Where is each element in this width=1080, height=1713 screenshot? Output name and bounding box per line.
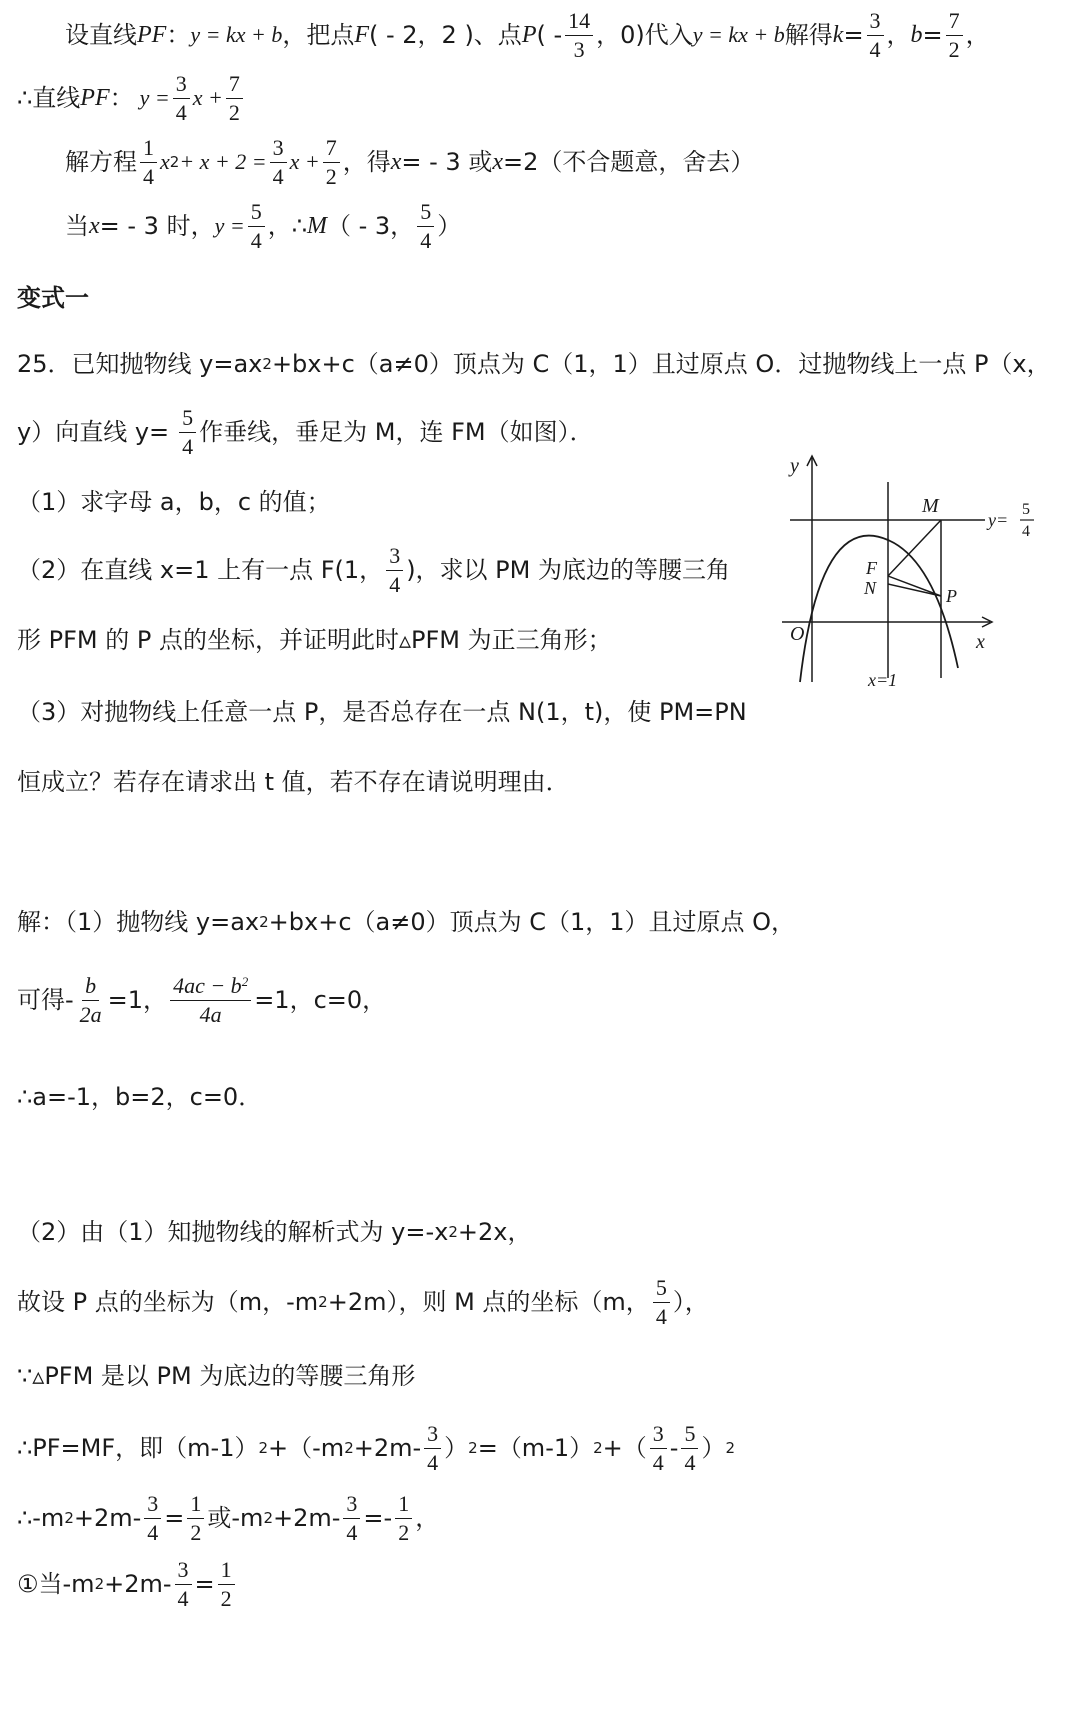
- question-2-line-2: 形 PFM 的 P 点的坐标，并证明此时▵PFM 为正三角形；: [17, 626, 612, 654]
- origin-label: O: [790, 623, 805, 645]
- fraction: $\frac{5}{4}$: [248, 200, 265, 251]
- fraction: $\frac{3}{4}$: [386, 544, 403, 595]
- solution-line-1: 解：（1）抛物线 y=ax 2 +bx+c（a≠0）顶点为 C（1，1）且过原点 O，: [17, 908, 796, 936]
- fraction: $\frac{3}{4}$: [173, 72, 190, 123]
- line-y-label-den: 4: [1022, 523, 1030, 540]
- solution-line-7: ∴PF=MF，即（m-1） 2 +（-m 2 +2m- $\frac{3}{4}$ ） 2 =（m-1） 2 +（ $\frac{3}{4}$ - $\frac{5}{4}$ ） 2: [17, 1421, 735, 1475]
- y-axis-label: y: [790, 455, 799, 477]
- parabola-diagram: [780, 450, 1050, 690]
- fraction: $\frac{5}{4}$: [179, 406, 196, 457]
- section-title: 变式一: [17, 284, 89, 312]
- fraction: $\frac{5}{4}$: [417, 200, 434, 251]
- fraction: $\frac{7}{2}$: [323, 136, 340, 187]
- fraction: $\frac{5}{4}$: [653, 1276, 670, 1327]
- fraction: $\frac{3}{4}$: [650, 1422, 667, 1473]
- parabola-curve: [800, 536, 958, 682]
- line-y-label: y=: [988, 510, 1009, 530]
- solution-line-4: （2）由（1）知抛物线的解析式为 y=-x 2 +2x，: [17, 1218, 532, 1246]
- problem-figure: [780, 450, 1050, 690]
- solution-line-9: ①当-m 2 +2m- $\frac{3}{4}$ = $\frac{1}{2}$: [17, 1556, 238, 1612]
- line-pf-result: ∴直线 PF ： y = $\frac{3}{4}$ x + $\frac{7}{2}$: [17, 70, 246, 126]
- fraction: $\frac{4ac - b^2}{4a}$: [170, 974, 251, 1025]
- fraction: $\frac{1}{4}$: [140, 136, 157, 187]
- fraction: $\frac{3}{4}$: [343, 1492, 360, 1543]
- question-3-line-1: （3）对抛物线上任意一点 P，是否总存在一点 N(1，t)，使 PM=PN: [17, 698, 747, 726]
- point-m-label: M: [922, 495, 939, 517]
- solution-line-8: ∴-m 2 +2m- $\frac{3}{4}$ = $\frac{1}{2}$ 或-m 2 +2m- $\frac{3}{4}$ =- $\frac{1}{2}$ ，: [17, 1491, 440, 1545]
- problem-line-2: y）向直线 y= $\frac{5}{4}$ 作垂线，垂足为 M，连 FM（如图）．: [17, 405, 594, 459]
- segment-fm: [888, 520, 941, 576]
- line-eq: y = kx + b: [190, 22, 283, 47]
- line-y-label-num: 5: [1022, 501, 1030, 518]
- fraction: $\frac{14}{3}$: [565, 9, 593, 60]
- pf-label: PF: [137, 22, 167, 48]
- solution-line-3: ∴a=-1，b=2，c=0．: [17, 1083, 263, 1111]
- problem-line-1: 25．已知抛物线 y=ax 2 +bx+c（a≠0）顶点为 C（1，1）且过原点 O．过抛物线上一点 P（x，: [17, 350, 1051, 378]
- fraction: $\frac{3}{4}$: [175, 1558, 192, 1609]
- line-pf-setup: 设直线 PF ： y = kx + b ，把点 F ( - 2，2 )、点 P ( - $\frac{14}{3}$ ，0)代入 y = kx + b 解得 k = $\frac{3}{4}$ ， b = $\frac{7}{2}$ ，: [65, 8, 990, 62]
- solution-line-2: 可得- $\frac{b}{2a}$ =1， $\frac{4ac - b^2}{4a}$ =1，c=0，: [17, 973, 387, 1027]
- line-point-m: 当 x = - 3 时， y = $\frac{5}{4}$ ，∴ M （ - 3， $\frac{5}{4}$ ）: [65, 199, 462, 253]
- fraction: $\frac{3}{4}$: [144, 1492, 161, 1543]
- fraction: $\frac{1}{2}$: [395, 1492, 412, 1543]
- fraction: $\frac{1}{2}$: [187, 1492, 204, 1543]
- solution-line-5: 故设 P 点的坐标为（m，-m 2 +2m），则 M 点的坐标（m， $\frac{5}{4}$ ），: [17, 1275, 709, 1329]
- fraction: $\frac{3}{4}$: [867, 9, 884, 60]
- point-p-label: P: [946, 586, 957, 606]
- fraction: $\frac{7}{2}$: [946, 9, 963, 60]
- point-f-label: F: [866, 558, 877, 578]
- line-solve-equation: 解方程 $\frac{1}{4}$ x 2 + x + 2 = $\frac{3}{4}$ x + $\frac{7}{2}$ ，得 x = - 3 或 x =2（不合题意，舍去）: [65, 135, 755, 189]
- question-3-line-2: 恒成立？若存在请求出 t 值，若不存在请说明理由．: [17, 768, 570, 796]
- fraction: $\frac{7}{2}$: [226, 72, 243, 123]
- line-x1-label: x=1: [868, 670, 898, 690]
- fraction: $\frac{b}{2a}$: [79, 973, 102, 1027]
- fraction: $\frac{1}{2}$: [218, 1558, 235, 1609]
- x-axis-label: x: [976, 631, 985, 653]
- solution-line-6: ∵▵PFM 是以 PM 为底边的等腰三角形: [17, 1362, 416, 1390]
- fraction: $\frac{3}{4}$: [270, 136, 287, 187]
- fraction: $\frac{5}{4}$: [681, 1422, 698, 1473]
- question-1: （1）求字母 a，b，c 的值；: [17, 488, 331, 516]
- question-2-line-1: （2）在直线 x=1 上有一点 F(1， $\frac{3}{4}$ )，求以 PM 为底边的等腰三角: [17, 543, 730, 597]
- point-n-label: N: [864, 578, 877, 598]
- fraction: $\frac{3}{4}$: [424, 1422, 441, 1473]
